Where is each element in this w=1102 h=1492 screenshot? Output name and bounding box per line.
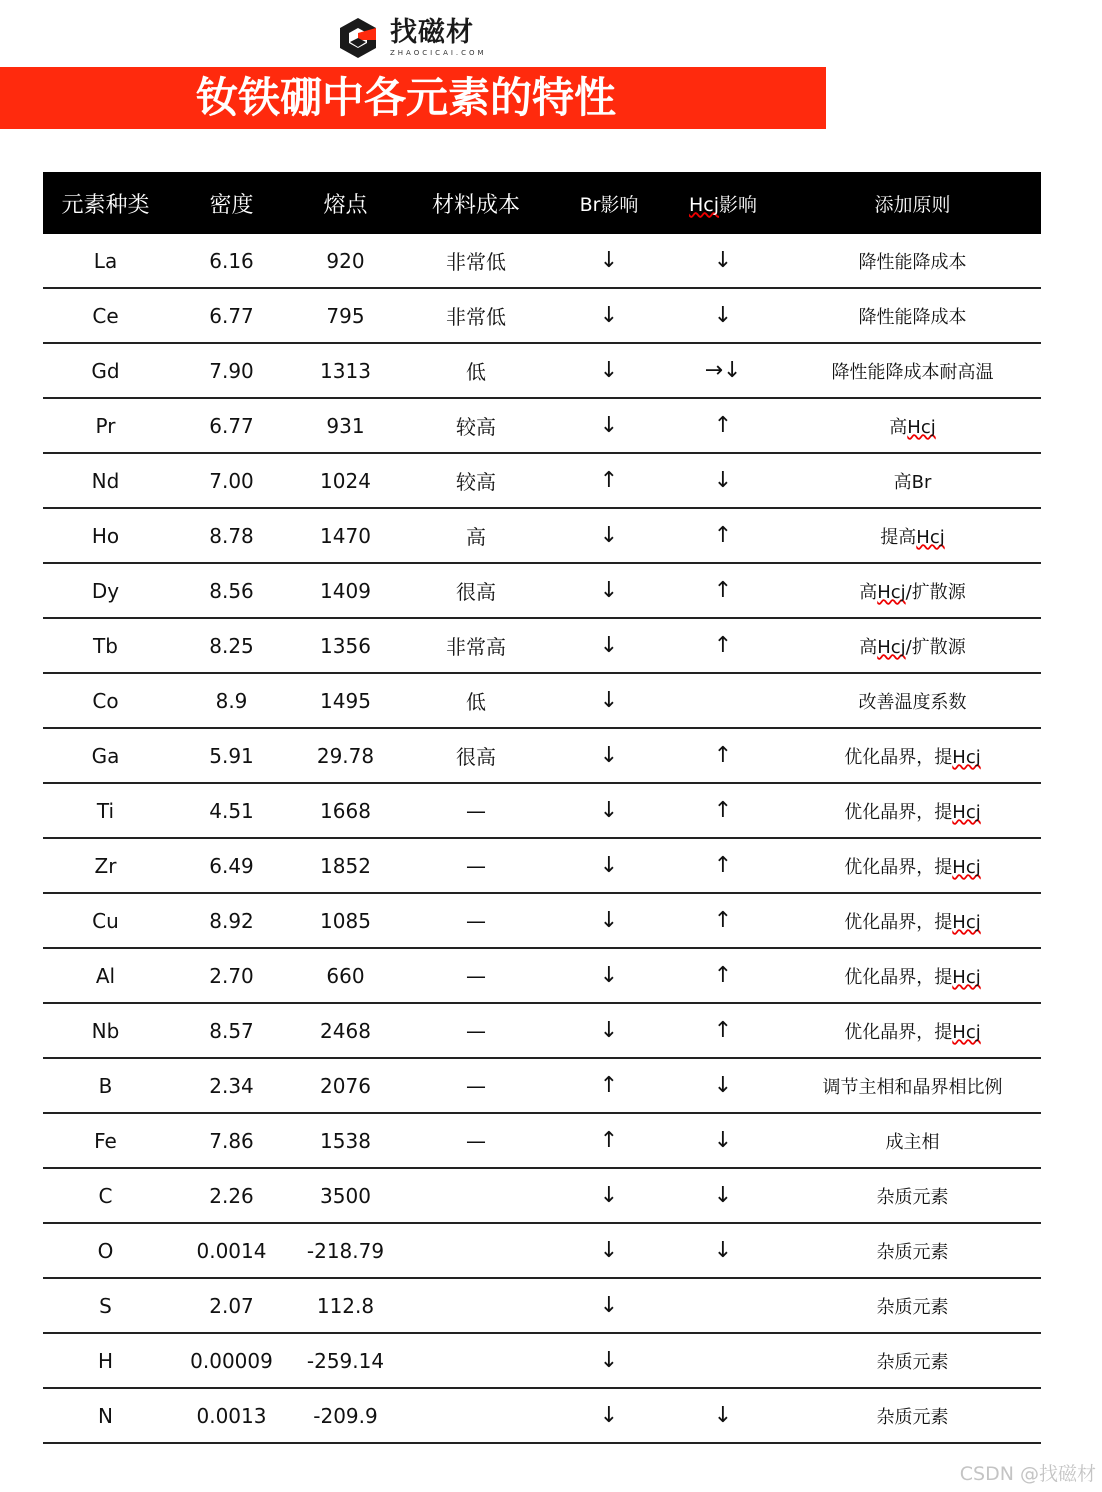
cell-melting: 1085 — [295, 893, 396, 948]
cell-br-effect: ↓ — [556, 398, 662, 453]
cell-element: Co — [43, 673, 168, 728]
cell-hcj-effect: ↓ — [662, 1113, 784, 1168]
header-element: 元素种类 — [61, 192, 150, 218]
cell-element: Ce — [43, 288, 168, 343]
cell-melting: 1313 — [295, 343, 396, 398]
logo — [336, 14, 487, 62]
cell-cost: — — [396, 1113, 556, 1168]
cell-br-effect: ↓ — [556, 1333, 662, 1388]
cell-element: C — [43, 1168, 168, 1223]
cell-element: Tb — [43, 618, 168, 673]
cell-melting: -209.9 — [295, 1388, 396, 1443]
logo-name: 找磁材 — [390, 17, 474, 48]
cell-br-effect: ↓ — [556, 1223, 662, 1278]
cell-melting: 2076 — [295, 1058, 396, 1113]
cell-melting: 1470 — [295, 508, 396, 563]
cell-element: Ga — [43, 728, 168, 783]
cell-rule: 降性能降成本 — [784, 288, 1041, 343]
cell-density: 8.92 — [168, 893, 295, 948]
header-cost: 材料成本 — [431, 192, 520, 218]
cell-rule: 杂质元素 — [784, 1333, 1041, 1388]
cell-element: O — [43, 1223, 168, 1278]
cell-cost: 非常低 — [396, 234, 556, 288]
cell-hcj-effect: ↑ — [662, 508, 784, 563]
cell-density: 7.90 — [168, 343, 295, 398]
cell-cost — [396, 1333, 556, 1388]
cell-rule: 优化晶界，提Hcj — [784, 783, 1041, 838]
cell-melting: 1852 — [295, 838, 396, 893]
cell-br-effect: ↓ — [556, 618, 662, 673]
cell-density: 2.70 — [168, 948, 295, 1003]
cell-cost: 较高 — [396, 453, 556, 508]
cell-density: 7.00 — [168, 453, 295, 508]
cell-density: 6.77 — [168, 288, 295, 343]
table-row — [43, 343, 1041, 398]
cell-element: S — [43, 1278, 168, 1333]
cell-density: 2.26 — [168, 1168, 295, 1223]
cell-melting: 920 — [295, 234, 396, 288]
cell-element: Nd — [43, 453, 168, 508]
header-density: 密度 — [209, 192, 254, 218]
cell-cost: 低 — [396, 673, 556, 728]
cell-element: Gd — [43, 343, 168, 398]
cell-rule: 优化晶界，提Hcj — [784, 1003, 1041, 1058]
cell-element: Al — [43, 948, 168, 1003]
cell-br-effect: ↑ — [556, 453, 662, 508]
cell-br-effect: ↓ — [556, 288, 662, 343]
cell-melting: 931 — [295, 398, 396, 453]
cell-cost: 很高 — [396, 563, 556, 618]
cell-cost: — — [396, 1003, 556, 1058]
table-row — [43, 1003, 1041, 1058]
cell-br-effect: ↑ — [556, 1058, 662, 1113]
cell-hcj-effect: ↓ — [662, 1388, 784, 1443]
table-row — [43, 1388, 1041, 1443]
table-row — [43, 893, 1041, 948]
cell-rule: 提高Hcj — [784, 508, 1041, 563]
cell-hcj-effect: ↓ — [662, 1223, 784, 1278]
cell-hcj-effect: ↓ — [662, 234, 784, 288]
cell-rule: 高Hcj/扩散源 — [784, 618, 1041, 673]
cell-element: Fe — [43, 1113, 168, 1168]
cell-melting: 1668 — [295, 783, 396, 838]
table-row — [43, 1223, 1041, 1278]
cell-density: 8.78 — [168, 508, 295, 563]
cell-cost: 非常低 — [396, 288, 556, 343]
cell-rule: 调节主相和晶界相比例 — [784, 1058, 1041, 1113]
logo-mark-icon — [336, 16, 380, 60]
cell-rule: 杂质元素 — [784, 1168, 1041, 1223]
cell-hcj-effect: ↑ — [662, 893, 784, 948]
cell-rule: 优化晶界，提Hcj — [784, 948, 1041, 1003]
cell-hcj-effect: ↑ — [662, 1003, 784, 1058]
table-row — [43, 1278, 1041, 1333]
cell-cost: 非常高 — [396, 618, 556, 673]
cell-melting: 3500 — [295, 1168, 396, 1223]
cell-element: Dy — [43, 563, 168, 618]
cell-br-effect: ↓ — [556, 508, 662, 563]
cell-element: Zr — [43, 838, 168, 893]
title-banner — [0, 67, 826, 129]
cell-cost: 较高 — [396, 398, 556, 453]
cell-hcj-effect: ↑ — [662, 398, 784, 453]
cell-br-effect: ↓ — [556, 893, 662, 948]
cell-cost: 很高 — [396, 728, 556, 783]
page-title: 钕铁硼中各元素的特性 — [196, 73, 617, 122]
cell-density: 8.56 — [168, 563, 295, 618]
cell-element: Cu — [43, 893, 168, 948]
header-hcj: Hcj影响 — [688, 193, 758, 216]
table-row — [43, 948, 1041, 1003]
cell-cost — [396, 1168, 556, 1223]
watermark: CSDN @找磁材 — [959, 1463, 1096, 1485]
cell-melting: 1356 — [295, 618, 396, 673]
table-row — [43, 1058, 1041, 1113]
header-br: Br影响 — [579, 193, 639, 216]
cell-hcj-effect: ↑ — [662, 728, 784, 783]
table-row — [43, 673, 1041, 728]
cell-element: Pr — [43, 398, 168, 453]
table-row — [43, 563, 1041, 618]
cell-cost — [396, 1223, 556, 1278]
table-row — [43, 728, 1041, 783]
cell-density: 8.9 — [168, 673, 295, 728]
cell-br-effect: ↓ — [556, 234, 662, 288]
cell-br-effect: ↓ — [556, 948, 662, 1003]
table-row — [43, 1168, 1041, 1223]
table-row — [43, 838, 1041, 893]
cell-hcj-effect — [662, 1333, 784, 1388]
cell-density: 5.91 — [168, 728, 295, 783]
cell-rule: 高Hcj — [784, 398, 1041, 453]
cell-cost: — — [396, 1058, 556, 1113]
table-row — [43, 398, 1041, 453]
cell-cost — [396, 1278, 556, 1333]
cell-br-effect: ↓ — [556, 1168, 662, 1223]
cell-br-effect: ↓ — [556, 1388, 662, 1443]
cell-hcj-effect: ↑ — [662, 783, 784, 838]
cell-rule: 降性能降成本 — [784, 234, 1041, 288]
cell-hcj-effect: ↓ — [662, 288, 784, 343]
cell-rule: 改善温度系数 — [784, 673, 1041, 728]
cell-element: Ti — [43, 783, 168, 838]
cell-density: 0.00009 — [168, 1333, 295, 1388]
cell-hcj-effect: ↓ — [662, 1058, 784, 1113]
cell-element: H — [43, 1333, 168, 1388]
cell-hcj-effect — [662, 1278, 784, 1333]
table-body — [43, 234, 1041, 1443]
cell-rule: 成主相 — [784, 1113, 1041, 1168]
cell-melting: -218.79 — [295, 1223, 396, 1278]
cell-element: Ho — [43, 508, 168, 563]
cell-density: 6.77 — [168, 398, 295, 453]
cell-density: 6.16 — [168, 234, 295, 288]
cell-melting: 2468 — [295, 1003, 396, 1058]
cell-hcj-effect: ↑ — [662, 563, 784, 618]
cell-element: La — [43, 234, 168, 288]
table-row — [43, 453, 1041, 508]
cell-hcj-effect: ↑ — [662, 618, 784, 673]
logo-url: ZHAOCICAI.COM — [390, 49, 487, 57]
cell-melting: 112.8 — [295, 1278, 396, 1333]
cell-br-effect: ↓ — [556, 728, 662, 783]
header-rule: 添加原则 — [874, 193, 951, 216]
cell-melting: 29.78 — [295, 728, 396, 783]
cell-br-effect: ↓ — [556, 343, 662, 398]
cell-melting: 795 — [295, 288, 396, 343]
cell-melting: 1409 — [295, 563, 396, 618]
table-row — [43, 234, 1041, 288]
table-row — [43, 618, 1041, 673]
table-row — [43, 508, 1041, 563]
table-header-row — [43, 172, 1041, 234]
table-row — [43, 783, 1041, 838]
cell-cost: 低 — [396, 343, 556, 398]
cell-cost: — — [396, 838, 556, 893]
cell-density: 7.86 — [168, 1113, 295, 1168]
cell-melting: 1538 — [295, 1113, 396, 1168]
cell-element: B — [43, 1058, 168, 1113]
cell-hcj-effect: →↓ — [662, 343, 784, 398]
cell-density: 2.34 — [168, 1058, 295, 1113]
cell-density: 8.57 — [168, 1003, 295, 1058]
cell-br-effect: ↑ — [556, 1113, 662, 1168]
header-melting: 熔点 — [323, 192, 368, 218]
cell-element: Nb — [43, 1003, 168, 1058]
cell-hcj-effect: ↓ — [662, 1168, 784, 1223]
cell-cost: 高 — [396, 508, 556, 563]
cell-rule: 高Br — [784, 453, 1041, 508]
cell-melting: 1024 — [295, 453, 396, 508]
cell-cost: — — [396, 893, 556, 948]
table-row — [43, 288, 1041, 343]
cell-density: 4.51 — [168, 783, 295, 838]
cell-br-effect: ↓ — [556, 563, 662, 618]
cell-hcj-effect: ↓ — [662, 453, 784, 508]
cell-element: N — [43, 1388, 168, 1443]
cell-rule: 杂质元素 — [784, 1278, 1041, 1333]
cell-br-effect: ↓ — [556, 1003, 662, 1058]
cell-density: 2.07 — [168, 1278, 295, 1333]
cell-br-effect: ↓ — [556, 838, 662, 893]
cell-melting: 660 — [295, 948, 396, 1003]
element-properties-table — [43, 172, 1041, 1444]
cell-density: 0.0013 — [168, 1388, 295, 1443]
cell-density: 0.0014 — [168, 1223, 295, 1278]
cell-rule: 优化晶界，提Hcj — [784, 838, 1041, 893]
cell-melting: -259.14 — [295, 1333, 396, 1388]
cell-density: 8.25 — [168, 618, 295, 673]
cell-br-effect: ↓ — [556, 1278, 662, 1333]
cell-rule: 优化晶界，提Hcj — [784, 728, 1041, 783]
cell-cost: — — [396, 948, 556, 1003]
cell-br-effect: ↓ — [556, 783, 662, 838]
cell-hcj-effect: ↑ — [662, 948, 784, 1003]
cell-rule: 杂质元素 — [784, 1223, 1041, 1278]
cell-rule: 优化晶界，提Hcj — [784, 893, 1041, 948]
cell-cost — [396, 1388, 556, 1443]
cell-density: 6.49 — [168, 838, 295, 893]
cell-br-effect: ↓ — [556, 673, 662, 728]
table-row — [43, 1113, 1041, 1168]
cell-rule: 杂质元素 — [784, 1388, 1041, 1443]
cell-hcj-effect: ↑ — [662, 838, 784, 893]
cell-hcj-effect — [662, 673, 784, 728]
cell-rule: 降性能降成本耐高温 — [784, 343, 1041, 398]
table-row — [43, 1333, 1041, 1388]
cell-cost: — — [396, 783, 556, 838]
cell-rule: 高Hcj/扩散源 — [784, 563, 1041, 618]
cell-melting: 1495 — [295, 673, 396, 728]
